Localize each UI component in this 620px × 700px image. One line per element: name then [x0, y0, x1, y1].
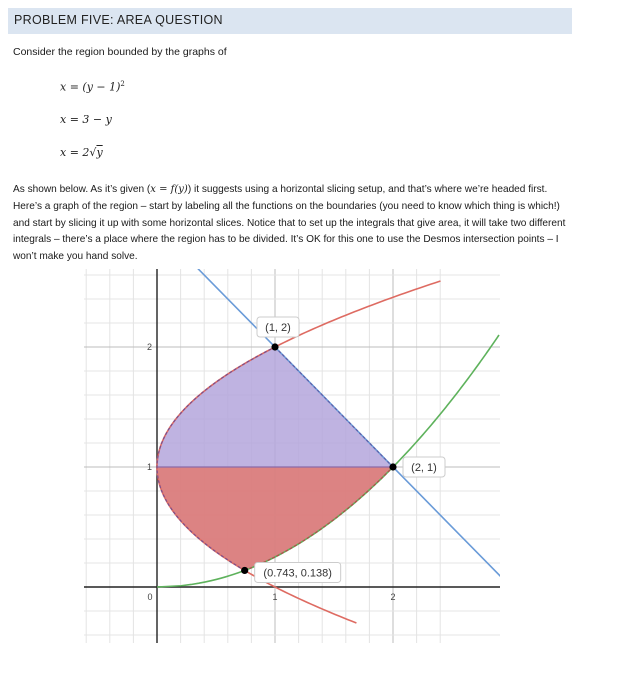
equation-line: x = 3 − y — [60, 113, 112, 126]
tick-label-x1: 1 — [272, 592, 278, 602]
para-part1: As shown below. As it’s given ( — [13, 184, 151, 195]
equation-parabola-exponent: 2 — [120, 80, 125, 88]
tick-label-y2: 2 — [146, 342, 152, 352]
equation-parabola — [60, 80, 125, 94]
para-part2: ) it suggests using a horizontal slicing setup, and that’s where we’re headed first. Here’s a graph of the region – start by labeling all the functions on the boundaries (you need to know which thing is which!) and start by slicing it up with some horizontal slices. Notice that to set up the integrals that give area, it will take two different integrals – there’s a place where the region has to be divided. It’s OK for this one to use the Desmos intersection points – I won’t make you hand solve. — [13, 184, 566, 263]
instructions-paragraph — [13, 182, 569, 266]
lower-region — [157, 467, 393, 570]
shaded-regions — [157, 347, 393, 570]
radical-sign-icon: √ — [89, 146, 97, 159]
equation-parabola-body: x = (y − 1) — [60, 80, 121, 94]
point-label: (0.743, 0.138) — [263, 567, 332, 580]
intersection-point — [271, 343, 278, 350]
intersection-point — [241, 567, 248, 574]
equation-sqrt-body: x = 2 — [60, 146, 90, 159]
region-graph — [84, 269, 500, 643]
tick-label-x2: 2 — [390, 592, 396, 602]
intersection-point — [389, 463, 396, 470]
section-header — [8, 8, 572, 34]
intro-text: Consider the region bounded by the graphs of — [13, 46, 227, 58]
section-title: PROBLEM FIVE: AREA QUESTION — [14, 13, 223, 27]
tick-label-x0: 0 — [147, 592, 153, 602]
para-math: x = f(y) — [150, 184, 188, 195]
point-label: (1, 2) — [265, 322, 291, 334]
point-label: (2, 1) — [411, 462, 437, 474]
equation-sqrt — [60, 146, 103, 159]
equation-sqrt-radicand: y — [96, 146, 103, 159]
tick-label-y1: 1 — [146, 462, 152, 472]
upper-region — [157, 347, 393, 467]
